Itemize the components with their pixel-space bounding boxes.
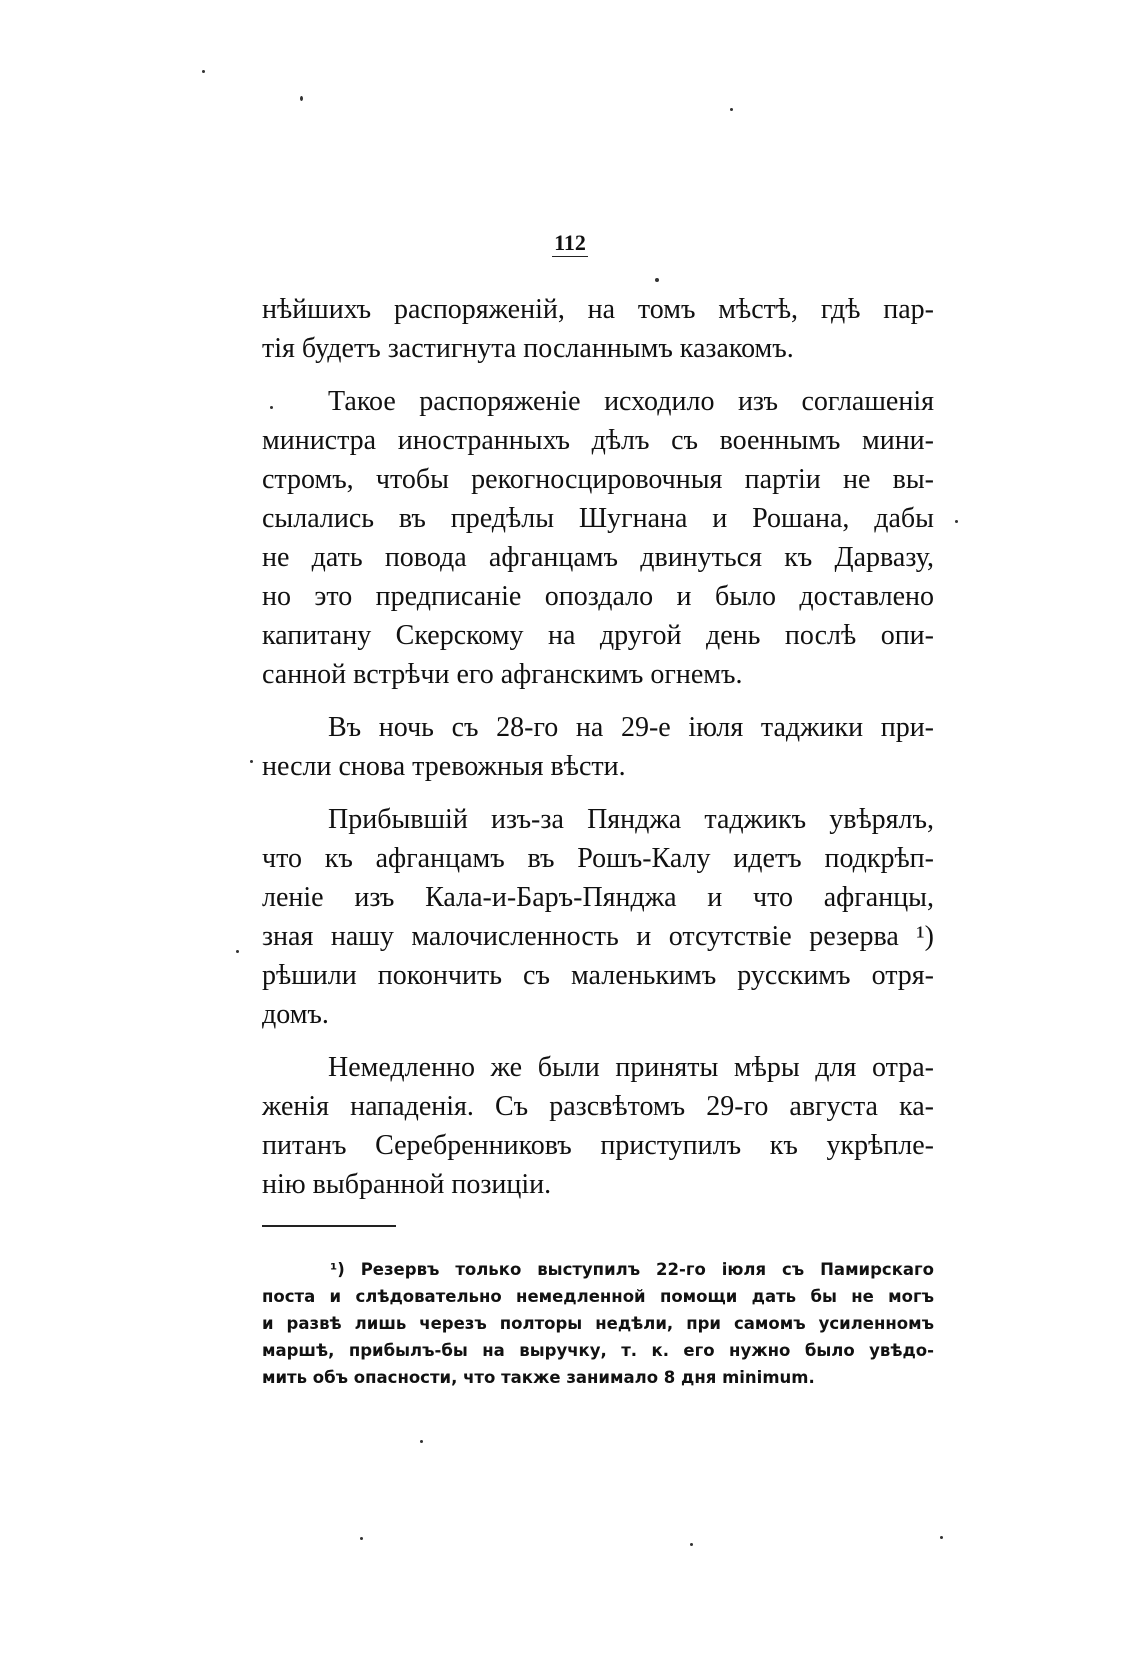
text-line: зная нашу малочисленность и отсутствіе резерва ¹): [262, 921, 934, 952]
body-text: [262, 290, 934, 1204]
scan-speck: [250, 760, 253, 763]
text-line: капитану Скерскому на другой день послѣ опи-: [262, 620, 934, 651]
text-line: что къ афганцамъ въ Рошъ-Калу идетъ подкрѣп-: [262, 843, 934, 874]
text-line: Такое распоряженіе исходило изъ соглашенія: [328, 386, 934, 417]
text-line: Немедленно же были приняты мѣры для отра-: [328, 1052, 934, 1083]
footnote-line: поста и слѣдовательно немедленной помощи дать бы не могъ: [262, 1287, 934, 1306]
scan-speck: [202, 70, 205, 73]
text-line: питанъ Серебренниковъ приступилъ къ укрѣпле-: [262, 1130, 934, 1161]
text-line: стромъ, чтобы рекогносцировочныя партіи не вы-: [262, 464, 934, 495]
scan-speck: [420, 1440, 423, 1443]
scan-speck: [940, 1536, 943, 1539]
text-line: санной встрѣчи его афганскимъ огнемъ.: [262, 659, 743, 690]
scan-speck: [655, 278, 659, 282]
text-line: домъ.: [262, 999, 329, 1030]
text-line: министра иностранныхъ дѣлъ съ военнымъ мини-: [262, 425, 934, 456]
text-line: Прибывшій изъ-за Пянджа таджикъ увѣрялъ,: [328, 804, 934, 835]
scan-speck: [236, 950, 239, 953]
scan-speck: [360, 1537, 363, 1540]
footnote-divider: [262, 1225, 396, 1227]
text-line: не дать повода афганцамъ двинуться къ Дарвазу,: [262, 542, 934, 573]
text-line: сылались въ предѣлы Шугнана и Рошана, дабы: [262, 503, 934, 534]
footnote-line: ¹) Резервъ только выступилъ 22-го іюля съ Памирскаго: [330, 1260, 934, 1279]
text-line: женія нападенія. Съ разсвѣтомъ 29-го августа ка-: [262, 1091, 934, 1122]
scan-speck: [690, 1543, 693, 1546]
footnote: [262, 1256, 934, 1391]
scan-speck: [270, 406, 273, 409]
footnote-line: маршѣ, прибылъ-бы на выручку, т. к. его нужно было увѣдо-: [262, 1341, 934, 1360]
text-line: рѣшили покончить съ маленькимъ русскимъ отря-: [262, 960, 934, 991]
scan-speck: [730, 108, 733, 111]
page-number-text: 112: [554, 230, 586, 255]
footnote-line: и развѣ лишь черезъ полторы недѣли, при самомъ усиленномъ: [262, 1314, 934, 1333]
footnote-line: мить объ опасности, что также занимало 8 дня minimum.: [262, 1368, 815, 1387]
page-number: [0, 230, 1140, 257]
text-line: Въ ночь съ 28-го на 29-е іюля таджики при-: [328, 712, 934, 743]
text-line: нію выбранной позиціи.: [262, 1169, 552, 1200]
text-line: но это предписаніе опоздало и было доставлено: [262, 581, 934, 612]
scan-speck: [955, 520, 958, 523]
text-line: леніе изъ Кала-и-Баръ-Пянджа и что афганцы,: [262, 882, 934, 913]
scan-speck: [300, 96, 303, 101]
text-line: тія будетъ застигнута посланнымъ казакомъ.: [262, 333, 794, 364]
text-line: нѣйшихъ распоряженій, на томъ мѣстѣ, гдѣ пар-: [262, 294, 934, 325]
text-line: несли снова тревожныя вѣсти.: [262, 751, 626, 782]
